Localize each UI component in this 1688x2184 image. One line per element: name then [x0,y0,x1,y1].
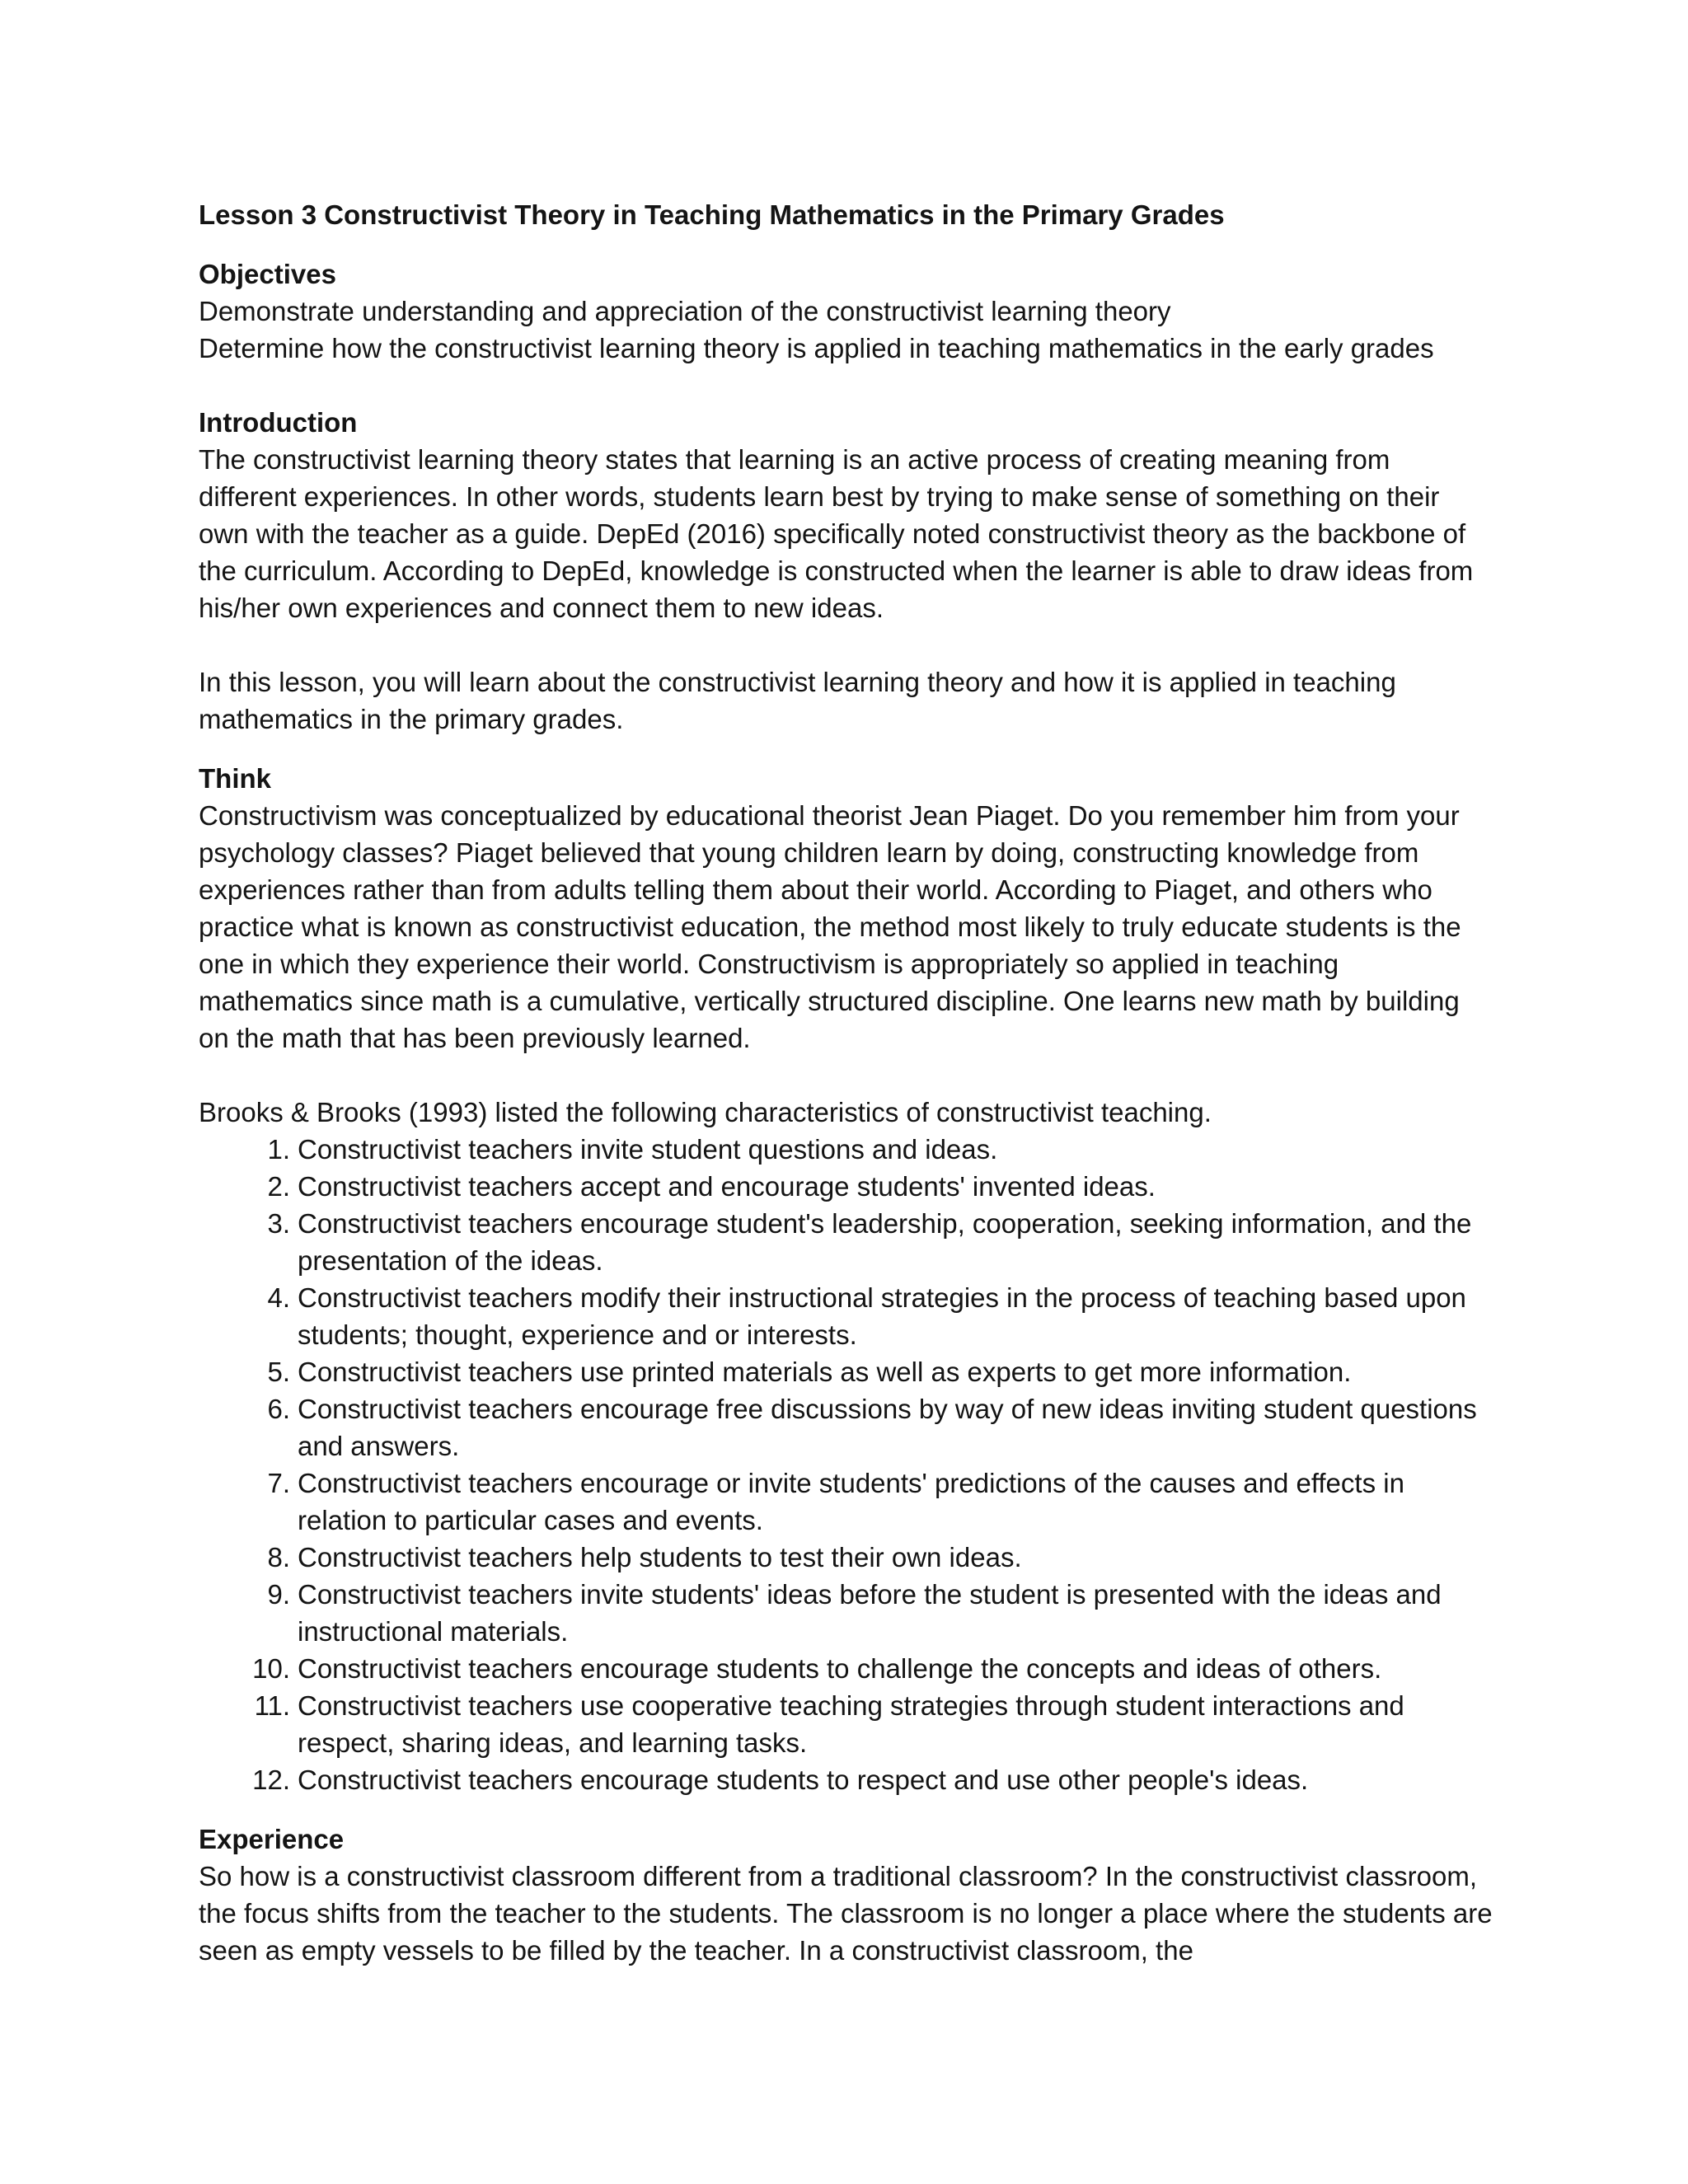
list-number: 11. [254,1690,290,1721]
think-heading: Think [199,763,271,794]
characteristics-intro: Brooks & Brooks (1993) listed the following characteristics of constructivist teaching. [199,1097,1212,1127]
list-item [199,1761,1493,1798]
list-item [199,1353,1493,1390]
list-item [199,1390,1493,1465]
objective-item: Demonstrate understanding and appreciation of the constructivist learning theory [199,296,1171,326]
list-item [199,1539,1493,1576]
introduction-paragraph: In this lesson, you will learn about the constructivist learning theory and how it is applied in teaching mathematics in the primary grades. [199,667,1396,734]
list-text: Constructivist teachers invite student questions and ideas. [298,1134,998,1165]
introduction-paragraph: The constructivist learning theory states that learning is an active process of creating meaning from different experiences. In other words, students learn best by trying to make sense of something on their own with the teacher as a guide. DepEd (2016) specifically noted constructivist theory as the backbone of the curriculum. According to DepEd, knowledge is constructed when the learner is able to draw ideas from his/her own experiences and connect them to new ideas. [199,444,1474,623]
list-number: 6. [267,1394,290,1424]
list-number: 2. [267,1171,290,1202]
list-number: 1. [267,1134,290,1165]
list-text: Constructivist teachers use printed materials as well as experts to get more information. [298,1357,1352,1387]
list-number: 4. [267,1282,290,1313]
list-item [199,1168,1493,1205]
list-text: Constructivist teachers use cooperative teaching strategies through student interactions and respect, sharing ideas, and learning tasks. [298,1690,1404,1758]
list-item [199,1465,1493,1539]
list-item [199,1650,1493,1687]
list-number: 5. [267,1357,290,1387]
list-text: Constructivist teachers encourage or invite students' predictions of the causes and effects in relation to particular cases and events. [298,1468,1404,1535]
lesson-title: Lesson 3 Constructivist Theory in Teaching Mathematics in the Primary Grades [199,199,1225,230]
list-item [199,1687,1493,1761]
list-text: Constructivist teachers modify their instructional strategies in the process of teaching based upon students; thought, experience and or interests. [298,1282,1466,1350]
characteristics-list [199,1131,1493,1798]
list-item [199,1131,1493,1168]
list-text: Constructivist teachers encourage students to respect and use other people's ideas. [298,1765,1309,1795]
list-number: 10. [252,1653,290,1684]
list-number: 9. [267,1579,290,1610]
list-text: Constructivist teachers encourage students to challenge the concepts and ideas of others. [298,1653,1382,1684]
experience-paragraph: So how is a constructivist classroom different from a traditional classroom? In the constructivist classroom, the focus shifts from the teacher to the students. The classroom is no longer a place where the students are seen as empty vessels to be filled by the teacher. In a constructivist classroom, the [199,1861,1493,1966]
list-item [199,1205,1493,1279]
list-text: Constructivist teachers encourage student's leadership, cooperation, seeking information, and the presentation of the ideas. [298,1208,1472,1276]
list-number: 12. [252,1765,290,1795]
experience-heading: Experience [199,1824,345,1854]
list-number: 8. [267,1542,290,1572]
list-item [199,1279,1493,1353]
document-content [199,196,1493,1969]
introduction-heading: Introduction [199,407,358,438]
list-text: Constructivist teachers accept and encourage students' invented ideas. [298,1171,1156,1202]
list-item [199,1576,1493,1650]
list-text: Constructivist teachers help students to test their own ideas. [298,1542,1022,1572]
list-number: 7. [267,1468,290,1498]
list-text: Constructivist teachers invite students' ideas before the student is presented with the ideas and instructional materials. [298,1579,1442,1647]
objectives-heading: Objectives [199,259,336,289]
list-number: 3. [267,1208,290,1239]
think-paragraph: Constructivism was conceptualized by educational theorist Jean Piaget. Do you remember him from your psychology classes? Piaget believed that young children learn by doing, constructing knowledge from experiences rather than from adults telling them about their world. According to Piaget, and others who practice what is known as constructivist education, the method most likely to truly educate students is the one in which they experience their world. Constructivism is appropriately so applied in teaching mathematics since math is a cumulative, vertically structured discipline. One learns new math by building on the math that has been previously learned. [199,800,1461,1053]
objective-item: Determine how the constructivist learning theory is applied in teaching mathematics in the early grades [199,333,1434,363]
list-text: Constructivist teachers encourage free discussions by way of new ideas inviting student questions and answers. [298,1394,1477,1461]
